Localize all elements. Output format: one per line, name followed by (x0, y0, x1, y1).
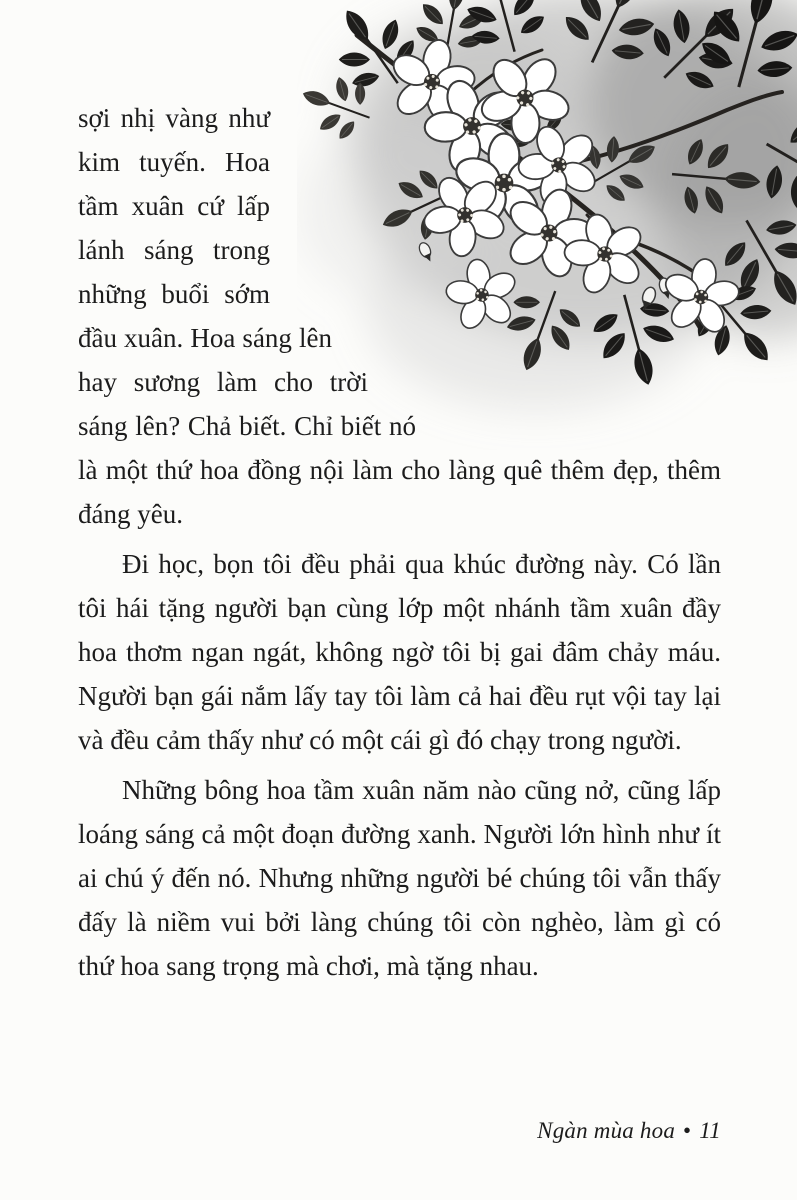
text-wrap-spacer (270, 96, 721, 316)
text-wrap-spacer (416, 404, 721, 448)
body-text (78, 96, 721, 988)
text-wrap-spacer (332, 316, 721, 360)
running-footer (537, 1118, 721, 1144)
footer-book-title: Ngàn mùa hoa (537, 1118, 676, 1143)
paragraph-1: sợi nhị vàng như kim tuyến. Hoa tầm xuân cứ lấp lánh sáng trong những buổi sớm đầu xuân. Hoa sáng lên hay sương làm cho trời sáng lên? Chả biết. Chỉ biết nó là một thứ hoa đồng nội làm cho làng quê thêm đẹp, thêm đáng yêu. (78, 103, 721, 529)
footer-separator: • (683, 1118, 692, 1143)
page-number: 11 (699, 1118, 721, 1143)
paragraph-3: Những bông hoa tầm xuân năm nào cũng nở, cũng lấp loáng sáng cả một đoạn đường xanh. Người lớn hình như ít ai chú ý đến nó. Nhưng những người bé chúng tôi vẫn thấy đấy là niềm vui bởi làng chúng tôi còn nghèo, làm gì có thứ hoa sang trọng mà chơi, mà tặng nhau. (78, 775, 721, 981)
text-wrap-spacer (368, 360, 721, 404)
paragraph-2: Đi học, bọn tôi đều phải qua khúc đường này. Có lần tôi hái tặng người bạn cùng lớp một nhánh tầm xuân đầy hoa thơm ngan ngát, không ngờ tôi bị gai đâm chảy máu. Người bạn gái nắm lấy tay tôi làm cả hai đều rụt vội tay lại và đều cảm thấy như có một cái gì đó chạy trong người. (78, 549, 721, 755)
